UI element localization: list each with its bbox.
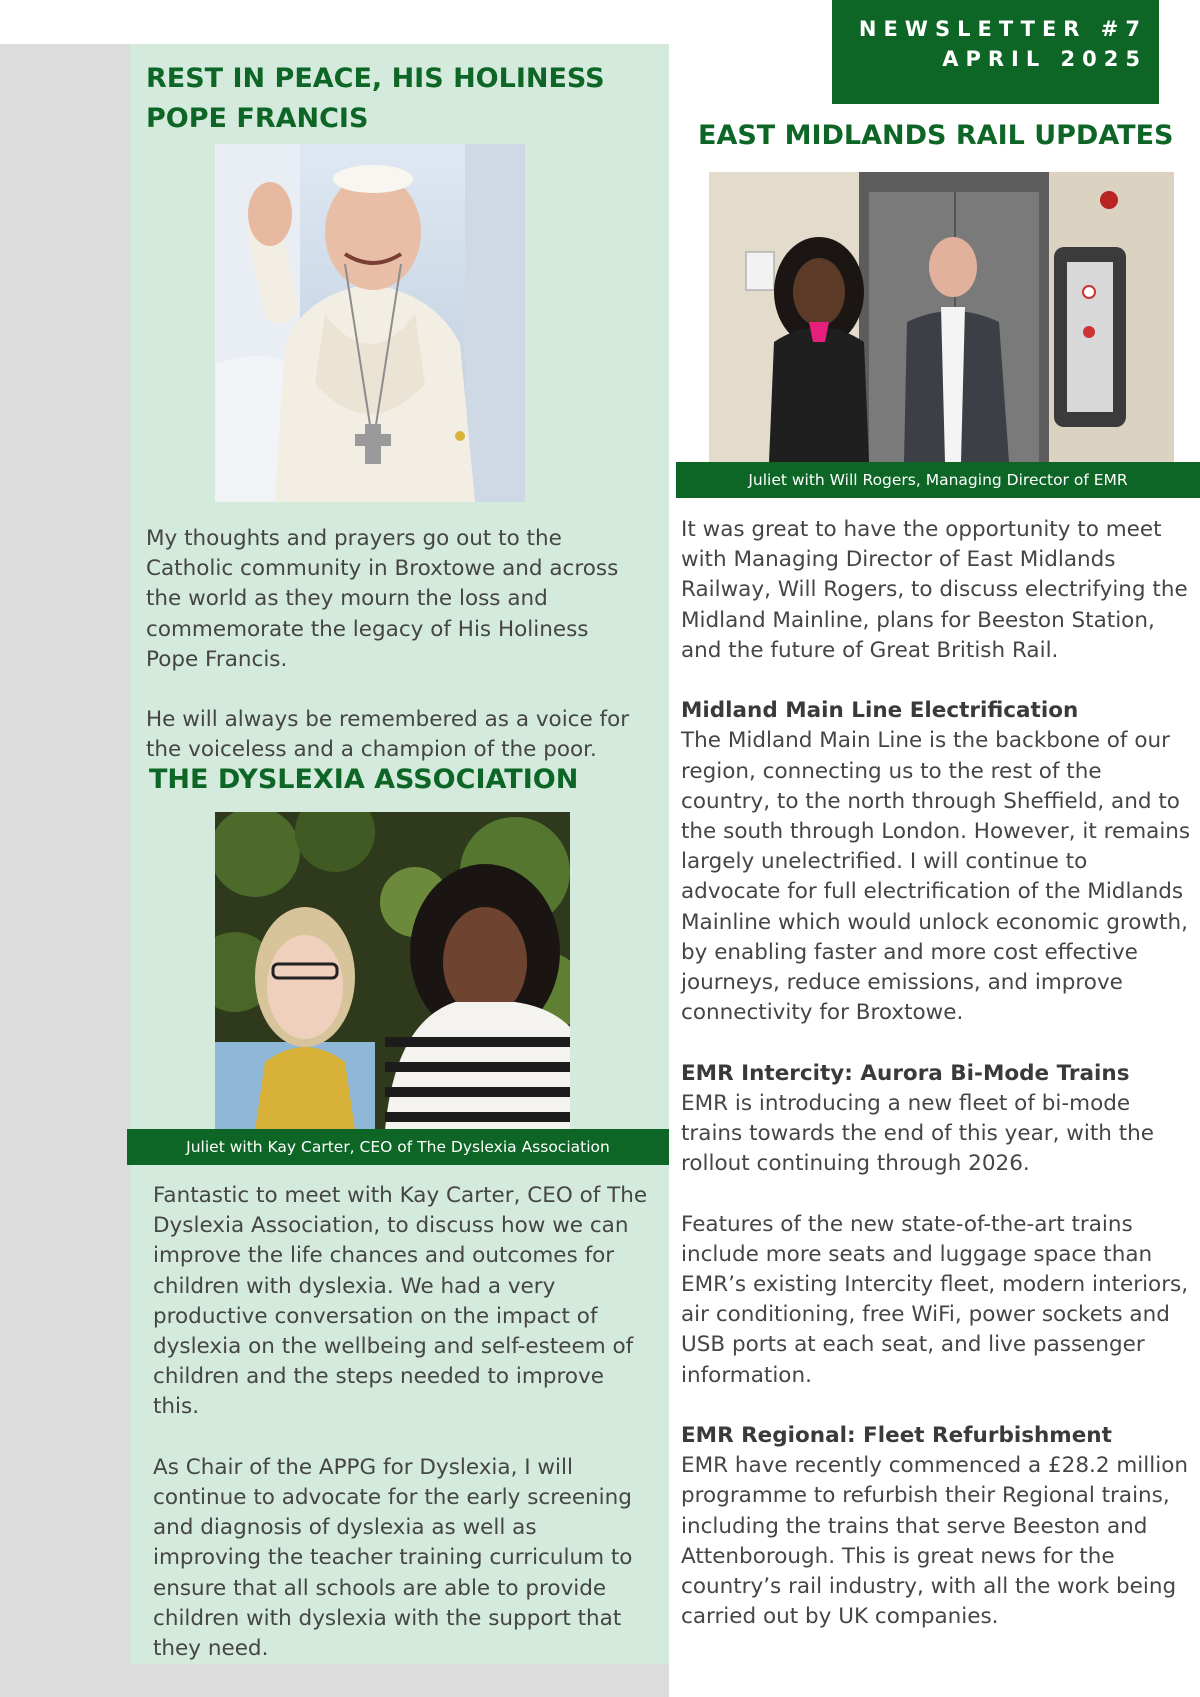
pope-heading-line1: REST IN PEACE, HIS HOLINESS xyxy=(146,63,605,94)
pope-paragraph-1: My thoughts and prayers go out to the Catholic community in Broxtowe and across the world as they mourn the loss and commemorate the legacy of His Holiness Pope Francis. xyxy=(146,526,619,672)
electrification-subheading: Midland Main Line Electrification xyxy=(681,698,1079,724)
pope-body xyxy=(146,524,646,766)
rail-caption: Juliet with Will Rogers, Managing Director of EMR xyxy=(676,462,1200,498)
pope-francis-photo xyxy=(215,144,525,502)
newsletter-date: APRIL 2025 xyxy=(942,47,1147,71)
rail-intro: It was great to have the opportunity to meet with Managing Director of East Midlands Railway, Will Rogers, to discuss electrifying the Midland Mainline, plans for Beeston Station, and the future of Great British Rail. xyxy=(681,517,1188,663)
dyslexia-heading: THE DYSLEXIA ASSOCIATION xyxy=(149,764,579,795)
newsletter-masthead xyxy=(832,0,1159,104)
electrification-block xyxy=(681,696,1191,1028)
newsletter-number: NEWSLETTER #7 xyxy=(858,17,1147,41)
electrification-text: The Midland Main Line is the backbone of our region, connecting us to the rest of the country, to the north through Sheffield, and to the south through London. However, it remains largely unelectrified. I will continue to advocate for full electrification of the Midlands Mainline which would unlock economic growth, by enabling faster and more cost effective journeys, reduce emissions, and improve connectivity for Broxtowe. xyxy=(681,728,1191,1026)
dyslexia-paragraph-2: As Chair of the APPG for Dyslexia, I will continue to advocate for the early screening and diagnosis of dyslexia as well as improving the teacher training curriculum to ensure that all schools are able to provide children with dyslexia with the support that they need. xyxy=(153,1454,633,1662)
intercity-block xyxy=(681,1059,1191,1180)
dyslexia-meeting-photo xyxy=(215,812,570,1130)
pope-heading xyxy=(146,59,646,139)
dyslexia-body xyxy=(153,1181,648,1664)
dyslexia-caption: Juliet with Kay Carter, CEO of The Dyslexia Association xyxy=(127,1129,669,1165)
pope-heading-line2: POPE FRANCIS xyxy=(146,103,369,134)
rail-heading: EAST MIDLANDS RAIL UPDATES xyxy=(698,120,1174,151)
regional-text: EMR have recently commenced a £28.2 million programme to refurbish their Regional trains, including the trains that serve Beeston and Attenborough. This is great news for the country’s rail industry, with all the work being carried out by UK companies. xyxy=(681,1453,1188,1630)
regional-subheading: EMR Regional: Fleet Refurbishment xyxy=(681,1423,1112,1449)
intercity-subheading: EMR Intercity: Aurora Bi-Mode Trains xyxy=(681,1060,1130,1086)
emr-meeting-photo xyxy=(709,172,1174,462)
regional-block xyxy=(681,1421,1191,1632)
intercity-text: EMR is introducing a new fleet of bi-mode trains towards the end of this year, with the rollout continuing through 2026. xyxy=(681,1090,1155,1177)
features-paragraph: Features of the new state-of-the-art trains include more seats and luggage space than EMR’s existing Intercity fleet, modern interiors, air conditioning, free WiFi, power sockets and USB ports at each seat, and live passenger information. xyxy=(681,1211,1189,1388)
dyslexia-paragraph-1: Fantastic to meet with Kay Carter, CEO of The Dyslexia Association, to discuss how we can improve the life chances and outcomes for children with dyslexia. We had a very productive conversation on the impact of dyslexia on the wellbeing and self-esteem of children and the steps needed to improve this. xyxy=(153,1183,648,1420)
pope-paragraph-2: He will always be remembered as a voice for the voiceless and a champion of the poor. xyxy=(146,707,630,763)
rail-body xyxy=(681,515,1191,1632)
